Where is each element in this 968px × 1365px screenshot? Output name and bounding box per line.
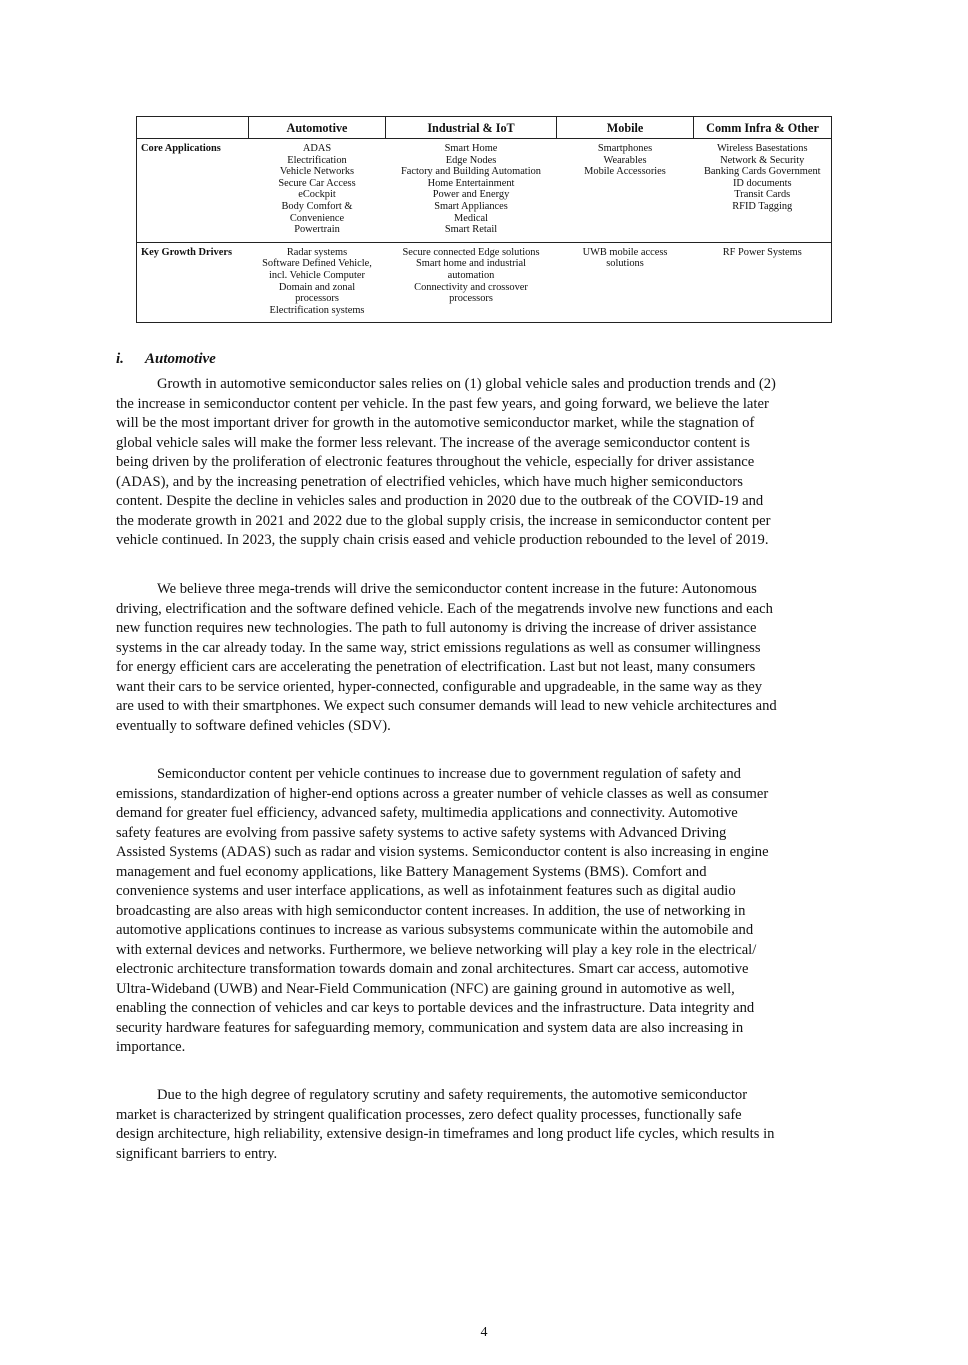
cell-line: Electrification systems [269, 304, 365, 316]
cell-line: processors [295, 293, 339, 305]
cell-line: incl. Vehicle Computer [269, 269, 365, 281]
cell-line: Radar systems [286, 246, 348, 258]
paragraph-line: management and fuel economy applications, like Battery Management Systems (BMS). Comfort and [116, 863, 707, 880]
cell-line: Edge Nodes [445, 154, 497, 166]
paragraph-line: significant barriers to entry. [116, 1145, 278, 1162]
cell-line: Electrification [287, 154, 347, 166]
cell-line: Mobile Accessories [584, 166, 666, 178]
table-cell [386, 139, 557, 243]
column-header-comm-infra: Comm Infra & Other [694, 117, 832, 139]
cell-line: RF Power Systems [722, 246, 802, 258]
table-cell [557, 242, 694, 323]
cell-line: Secure Car Access [278, 177, 356, 189]
paragraph-line: driving, electrification and the software defined vehicle. Each of the megatrends involve new functions and each [116, 600, 773, 617]
cell-line: Transit Cards [734, 189, 791, 201]
section-title: Automotive [145, 351, 216, 367]
paragraph-line: vehicle continued. In 2023, the supply chain crisis eased and vehicle production rebounded to the level of 2019. [116, 532, 769, 548]
paragraph-line: systems in the car already today. In the same way, strict emissions regulations as well as consumer willingness [116, 639, 761, 656]
paragraph-line: with external devices and networks. Furthermore, we believe networking will play a key role in the electrical/ [116, 941, 757, 958]
paragraph-line: enabling the connection of vehicles and car keys to portable devices and the infrastructure. Data integrity and [116, 1000, 755, 1016]
section-number: i. [116, 351, 124, 367]
cell-line: solutions [606, 258, 644, 270]
paragraph-line: broadcasting are also areas with high semiconductor content increases. In addition, the use of networking in [116, 902, 746, 919]
table-cell [694, 242, 832, 323]
cell-line: Powertrain [294, 224, 340, 236]
paragraph-line: (ADAS), and by the increasing penetration of electrified vehicles, which have much higher semiconductors [116, 473, 743, 490]
paragraph-line: market is characterized by stringent qualification processes, zero defect quality processes, functionally safe [116, 1106, 742, 1123]
section-heading [116, 351, 216, 368]
table-row [137, 242, 832, 323]
row-header-key-growth-drivers: Key Growth Drivers [137, 242, 249, 323]
paragraph [116, 375, 856, 551]
paragraph-line: automotive applications continues to increase as various subsystems communicate within the automobile and [116, 922, 754, 938]
paragraph [116, 1086, 856, 1164]
cell-line: Wearables [603, 154, 647, 166]
cell-line: Factory and Building Automation [401, 166, 541, 178]
paragraph-line: are used to with their smartphones. We expect such consumer demands will lead to new vehicle architectures and [116, 698, 777, 714]
paragraph-line: demand for greater fuel efficiency, advanced safety, multimedia applications and connectivity. Automotive [116, 805, 738, 821]
cell-line: Convenience [289, 212, 345, 224]
cell-line: Smartphones [597, 143, 653, 154]
paragraph-line: Growth in automotive semiconductor sales relies on (1) global vehicle sales and production trends and (2) [157, 376, 776, 392]
table-corner-cell [137, 117, 249, 139]
cell-line: Software Defined Vehicle, [262, 258, 372, 270]
cell-line: Smart Home [444, 143, 498, 154]
paragraph-line: will be the most important driver for growth in the automotive semiconductor market, while the stagnation of [116, 415, 755, 431]
table-cell [386, 242, 557, 323]
paragraph-line: safety features are evolving from passive safety systems to active safety systems with Advanced Driving [116, 824, 727, 841]
cell-line: Banking Cards Government [703, 166, 821, 178]
cell-line: Smart Retail [444, 224, 498, 236]
cell-line: ID documents [732, 177, 792, 189]
column-header-industrial-iot: Industrial & IoT [386, 117, 557, 139]
table-header-row [137, 117, 832, 139]
page-number: 4 [480, 1325, 488, 1340]
cell-line: eCockpit [298, 189, 336, 201]
cell-line: processors [449, 293, 493, 305]
column-header-automotive: Automotive [249, 117, 386, 139]
cell-line: Medical [453, 212, 489, 224]
paragraph-line: security hardware features for safeguarding memory, communication and system data are also increasing in [116, 1019, 744, 1036]
paragraph-line: electronic architecture transformation towards domain and zonal architectures. Smart car access, automotive [116, 961, 749, 977]
paragraph-line: the increase in semiconductor content per vehicle. In the past few years, and going forward, we believe the later [116, 395, 769, 412]
cell-line: Network & Security [720, 154, 805, 166]
paragraph [116, 765, 856, 1058]
table-row [137, 139, 832, 243]
paragraph-line: global vehicle sales will make the former less relevant. The increase of the average semiconductor content is [116, 434, 750, 451]
paragraph-line: new function requires new technologies. The path to full autonomy is driving the increase of driver assistance [116, 620, 757, 636]
paragraph-line: Due to the high degree of regulatory scrutiny and safety requirements, the automotive semiconductor [157, 1087, 748, 1103]
row-header-core-applications: Core Applications [141, 143, 221, 154]
paragraph-line: the moderate growth in 2021 and 2022 due to the global supply crisis, the increase in semiconductor content per [116, 512, 771, 529]
cell-line: Domain and zonal [278, 281, 356, 293]
paragraph-line: eventually to software defined vehicles (SDV). [116, 717, 391, 734]
cell-line: Body Comfort & [281, 200, 353, 212]
cell-line: automation [447, 269, 495, 281]
paragraph-line: Semiconductor content per vehicle continues to increase due to government regulation of safety and [157, 766, 741, 782]
cell-line: UWB mobile access [582, 246, 668, 258]
cell-line: Secure connected Edge solutions [402, 246, 540, 258]
cell-line: ADAS [302, 143, 332, 154]
paragraph-line: content. Despite the decline in vehicles sales and production in 2020 due to the outbreak of the COVID-19 and [116, 493, 764, 509]
cell-line: Home Entertainment [427, 177, 515, 189]
paragraph-line: want their cars to be service oriented, hyper-connected, configurable and upgradeable, in the same way as they [116, 678, 763, 695]
paragraph-line: emissions, standardization of higher-end options across a greater number of vehicle classes as well as consumer [116, 785, 769, 802]
paragraph-line: Ultra-Wideband (UWB) and Near-Field Communication (NFC) are gaining ground in automotive as well, [116, 980, 735, 997]
table-cell [557, 139, 694, 243]
table-cell [249, 242, 386, 323]
cell-line: RFID Tagging [732, 200, 793, 212]
cell-line: Power and Energy [432, 189, 510, 201]
column-header-mobile: Mobile [557, 117, 694, 139]
segment-applications-table [136, 116, 832, 323]
paragraph-line: Assisted Systems (ADAS) such as radar and vision systems. Semiconductor content is also increasing in engine [116, 844, 769, 860]
paragraph-line: We believe three mega-trends will drive the semiconductor content increase in the future: Autonomous [157, 581, 757, 597]
cell-line: Smart home and industrial [416, 258, 526, 270]
paragraph [116, 580, 856, 736]
paragraph-line: being driven by the proliferation of electronic features throughout the vehicle, especially for driver assistance [116, 454, 755, 470]
paragraph-line: design architecture, high reliability, extensive design-in timeframes and long product life cycles, which results in [116, 1126, 775, 1142]
cell-line: Vehicle Networks [279, 166, 355, 178]
cell-line: Connectivity and crossover [414, 281, 528, 293]
paragraph-line: importance. [116, 1039, 186, 1055]
cell-line: Wireless Basestations [717, 143, 808, 154]
table-cell [694, 139, 832, 243]
cell-line: Smart Appliances [434, 200, 508, 212]
paragraph-line: for energy efficient cars are accelerating the penetration of electrification. Last but not least, many consumers [116, 659, 756, 675]
paragraph-line: convenience systems and user interface applications, as well as infotainment features such as digital audio [116, 883, 736, 899]
table-cell [249, 139, 386, 243]
